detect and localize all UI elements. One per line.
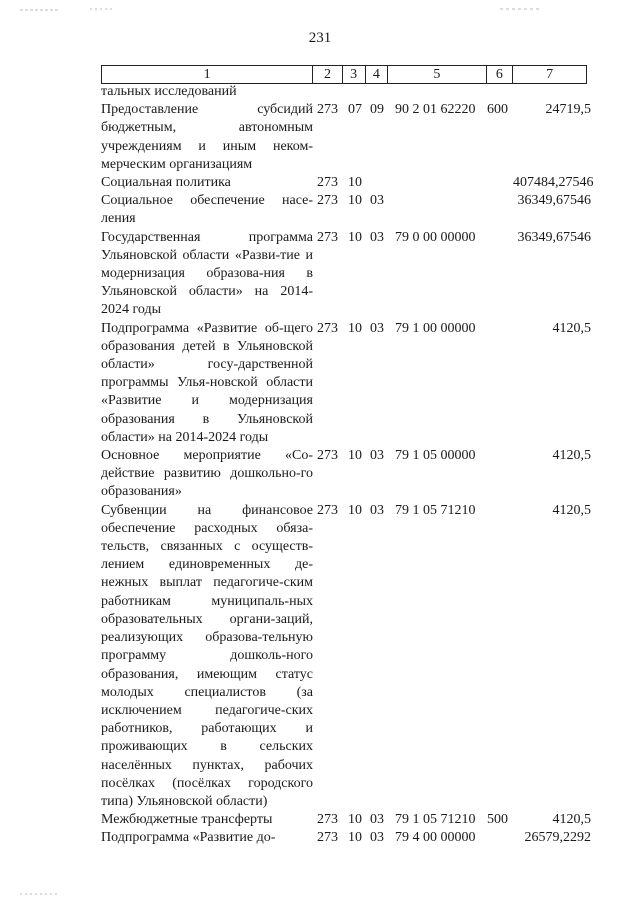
row-amount: 36349,67546 bbox=[517, 229, 591, 245]
table-row bbox=[101, 502, 591, 811]
row-target-article: 79 1 00 00000 bbox=[395, 320, 476, 336]
column-number-4: 4 bbox=[365, 66, 388, 84]
row-section: 07 bbox=[348, 102, 362, 118]
table-row bbox=[101, 811, 591, 829]
table-row bbox=[101, 101, 591, 174]
row-admin-code: 273 bbox=[317, 812, 338, 828]
row-target-article: 90 2 01 62220 bbox=[395, 102, 476, 118]
row-amount: 4120,5 bbox=[552, 320, 591, 336]
row-admin-code: 273 bbox=[317, 193, 338, 209]
row-section: 10 bbox=[348, 502, 362, 518]
row-target-article: 79 1 05 71210 bbox=[395, 502, 476, 518]
row-admin-code: 273 bbox=[317, 175, 338, 191]
row-target-article: 79 1 05 71210 bbox=[395, 812, 476, 828]
row-name: Субвенции на финансовое обеспечение расходных обяза-тельств, связанных с осуществ-лением единовременных де-нежных выплат педагогиче-ским работникам муниципаль-ных образовательных органи-заций, реализующих образова-тельную программу дошколь-ного образования, имеющим статус молодых специалистов (за исключением педагогиче-ских работников, работающих и проживающих в сельских населённых пунктах, рабочих посёлках (посёлках городского типа) Ульяновской области) bbox=[101, 502, 313, 809]
row-name: Социальное обеспечение насе-ления bbox=[101, 193, 313, 227]
row-name: Подпрограмма «Развитие об-щего образования детей в Ульяновской области» госу-дарственной программы Улья-новской области «Развитие и модернизация образования в Ульяновской области» на 2014-2024 годы bbox=[101, 320, 313, 445]
column-number-2: 2 bbox=[313, 66, 343, 84]
column-number-5: 5 bbox=[388, 66, 486, 84]
table-row bbox=[101, 320, 591, 447]
row-amount: 407484,27546 bbox=[513, 175, 594, 191]
table-row bbox=[101, 83, 591, 101]
column-number-3: 3 bbox=[342, 66, 365, 84]
row-name: Подпрограмма «Развитие до- bbox=[101, 830, 276, 846]
row-subsection: 09 bbox=[370, 102, 384, 118]
column-number-1: 1 bbox=[102, 66, 313, 84]
row-admin-code: 273 bbox=[317, 830, 338, 846]
row-amount: 24719,5 bbox=[545, 102, 591, 118]
row-subsection: 03 bbox=[370, 502, 384, 518]
row-amount: 26579,2292 bbox=[524, 830, 591, 846]
row-subsection: 03 bbox=[370, 193, 384, 209]
row-section: 10 bbox=[348, 320, 362, 336]
row-amount: 4120,5 bbox=[552, 502, 591, 518]
row-name: Государственная программа Ульяновской области «Разви-тие и модернизация образова-ния в Ульяновской области» на 2014-2024 годы bbox=[101, 229, 313, 318]
row-admin-code: 273 bbox=[317, 448, 338, 464]
row-section: 10 bbox=[348, 812, 362, 828]
row-amount: 4120,5 bbox=[552, 448, 591, 464]
table-row bbox=[101, 174, 594, 192]
row-expense-type: 600 bbox=[487, 102, 508, 118]
row-name: Социальная политика bbox=[101, 175, 231, 191]
budget-table-body bbox=[101, 83, 594, 848]
row-admin-code: 273 bbox=[317, 229, 338, 245]
table-row bbox=[101, 447, 591, 502]
row-section: 10 bbox=[348, 830, 362, 846]
row-admin-code: 273 bbox=[317, 102, 338, 118]
column-number-7: 7 bbox=[513, 66, 587, 84]
row-expense-type: 500 bbox=[487, 812, 508, 828]
row-admin-code: 273 bbox=[317, 320, 338, 336]
column-header-row bbox=[102, 66, 587, 84]
row-amount: 36349,67546 bbox=[517, 193, 591, 209]
row-name: Межбюджетные трансферты bbox=[101, 812, 273, 828]
row-section: 10 bbox=[348, 175, 362, 191]
row-target-article: 79 0 00 00000 bbox=[395, 229, 476, 245]
row-target-article: 79 4 00 00000 bbox=[395, 830, 476, 846]
row-subsection: 03 bbox=[370, 830, 384, 846]
row-subsection: 03 bbox=[370, 812, 384, 828]
row-section: 10 bbox=[348, 229, 362, 245]
row-amount: 4120,5 bbox=[552, 812, 591, 828]
row-subsection: 03 bbox=[370, 320, 384, 336]
column-header-table bbox=[101, 65, 587, 84]
row-name: Основное мероприятие «Со-действие развитию дошкольно-го образования» bbox=[101, 448, 313, 500]
column-number-6: 6 bbox=[486, 66, 513, 84]
row-name: тальных исследований bbox=[101, 84, 237, 99]
row-section: 10 bbox=[348, 193, 362, 209]
row-name: Предоставление субсидий бюджетным, автономным учреждениям и иным неком-мерческим организациям bbox=[101, 102, 313, 172]
table-row bbox=[101, 829, 591, 847]
row-subsection: 03 bbox=[370, 229, 384, 245]
table-row bbox=[101, 192, 591, 228]
row-subsection: 03 bbox=[370, 448, 384, 464]
row-admin-code: 273 bbox=[317, 502, 338, 518]
row-section: 10 bbox=[348, 448, 362, 464]
row-target-article: 79 1 05 00000 bbox=[395, 448, 476, 464]
page-number: 231 bbox=[308, 30, 332, 46]
table-row bbox=[101, 229, 591, 320]
